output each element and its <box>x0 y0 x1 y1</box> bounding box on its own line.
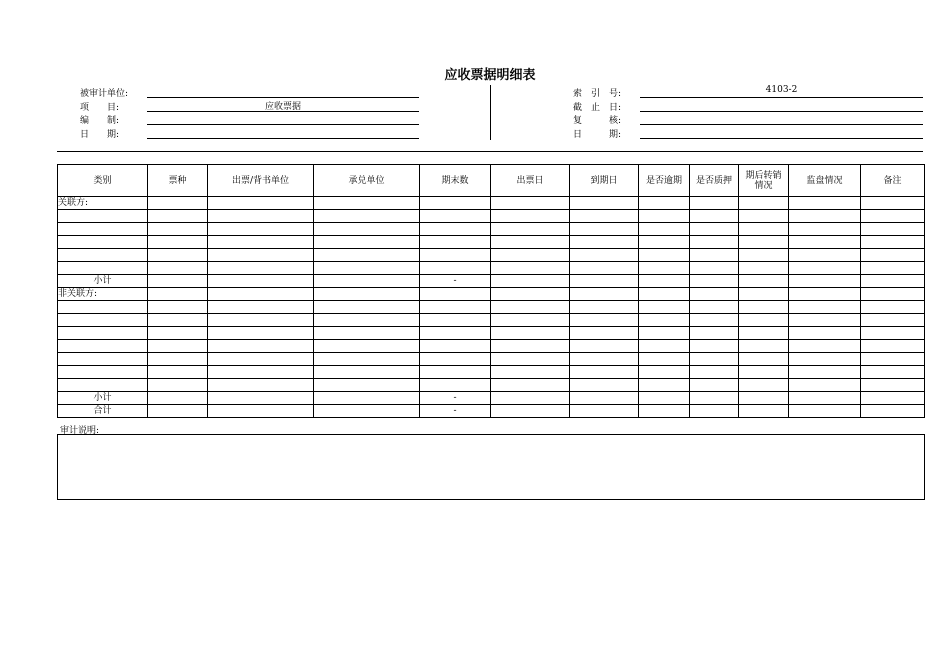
table-cell[interactable] <box>861 288 925 301</box>
table-cell[interactable] <box>58 210 148 223</box>
table-cell[interactable] <box>58 262 148 275</box>
table-cell[interactable] <box>861 379 925 392</box>
prepared-by-label: 编 制: <box>80 116 120 126</box>
table-cell[interactable] <box>148 275 208 288</box>
table-header-row <box>58 165 925 197</box>
table-cell[interactable] <box>739 288 789 301</box>
table-cell[interactable] <box>789 236 861 249</box>
table-row <box>58 236 925 249</box>
table-cell[interactable] <box>861 275 925 288</box>
table-cell[interactable] <box>491 405 570 418</box>
col-header-subsequent: 期后转销情况 <box>739 165 789 197</box>
table-cell[interactable] <box>314 392 420 405</box>
table-cell[interactable] <box>570 262 639 275</box>
table-cell[interactable] <box>690 379 739 392</box>
table-cell[interactable] <box>314 340 420 353</box>
table-cell[interactable] <box>570 223 639 236</box>
table-cell[interactable] <box>789 288 861 301</box>
table-cell[interactable] <box>208 197 314 210</box>
table-body <box>58 197 925 418</box>
table-cell[interactable] <box>208 275 314 288</box>
table-cell[interactable] <box>690 353 739 366</box>
table-cell[interactable] <box>314 249 420 262</box>
table-cell[interactable] <box>208 210 314 223</box>
item-value: 应收票据 <box>264 102 301 112</box>
table-cell[interactable] <box>314 353 420 366</box>
table-cell[interactable] <box>420 314 491 327</box>
table-cell[interactable] <box>639 327 690 340</box>
table-cell[interactable] <box>690 275 739 288</box>
col-header-remarks: 备注 <box>861 165 925 197</box>
table-cell[interactable] <box>570 314 639 327</box>
table-cell[interactable] <box>789 301 861 314</box>
table-cell[interactable] <box>491 236 570 249</box>
table-cell[interactable] <box>208 301 314 314</box>
table-cell[interactable] <box>639 314 690 327</box>
table-cell[interactable] <box>690 249 739 262</box>
table-cell[interactable] <box>861 392 925 405</box>
table-row <box>58 249 925 262</box>
table-cell[interactable] <box>639 366 690 379</box>
table-row <box>58 340 925 353</box>
table-cell[interactable] <box>570 210 639 223</box>
table-cell[interactable] <box>739 405 789 418</box>
audit-notes-box[interactable] <box>57 434 925 500</box>
table-cell[interactable] <box>491 249 570 262</box>
table-cell[interactable] <box>861 353 925 366</box>
table-row <box>58 327 925 340</box>
table-cell[interactable] <box>861 327 925 340</box>
table-cell[interactable] <box>570 366 639 379</box>
table-cell[interactable] <box>690 288 739 301</box>
table-cell[interactable] <box>690 197 739 210</box>
table-cell[interactable] <box>58 236 148 249</box>
table-cell[interactable] <box>491 392 570 405</box>
table-cell[interactable] <box>491 379 570 392</box>
table-cell[interactable] <box>570 197 639 210</box>
table-cell[interactable] <box>58 340 148 353</box>
table-cell[interactable] <box>739 262 789 275</box>
cutoff-date-field[interactable] <box>640 111 923 112</box>
table-cell[interactable] <box>491 197 570 210</box>
cutoff-date-label: 截 止 日: <box>573 103 622 113</box>
table-cell[interactable] <box>789 379 861 392</box>
table-cell[interactable] <box>491 275 570 288</box>
table-cell[interactable] <box>420 379 491 392</box>
table-cell[interactable] <box>739 379 789 392</box>
section-related-row <box>58 197 925 210</box>
table-cell[interactable] <box>314 236 420 249</box>
table-cell[interactable] <box>420 223 491 236</box>
table-cell[interactable] <box>58 379 148 392</box>
item-field[interactable] <box>147 111 419 112</box>
reviewer-field[interactable] <box>640 124 923 125</box>
table-cell[interactable] <box>789 262 861 275</box>
table-cell[interactable] <box>314 223 420 236</box>
total-label: 合计 <box>58 405 148 418</box>
table-cell[interactable] <box>314 314 420 327</box>
table-cell[interactable] <box>739 223 789 236</box>
table-row <box>58 223 925 236</box>
table-cell[interactable] <box>739 392 789 405</box>
table-cell[interactable] <box>639 249 690 262</box>
table-cell[interactable] <box>420 340 491 353</box>
table-cell[interactable] <box>420 197 491 210</box>
review-date-field[interactable] <box>640 138 923 139</box>
audit-notes-label: 审计说明: <box>60 426 100 436</box>
table-cell[interactable] <box>58 314 148 327</box>
table-cell[interactable] <box>314 366 420 379</box>
table-cell[interactable] <box>148 327 208 340</box>
table-cell[interactable] <box>789 223 861 236</box>
table-cell[interactable] <box>861 405 925 418</box>
col-header-acceptor: 承兑单位 <box>314 165 420 197</box>
review-date-label: 日 期: <box>573 130 622 140</box>
col-header-inspection: 监盘情况 <box>789 165 861 197</box>
table-cell[interactable] <box>148 340 208 353</box>
table-cell[interactable] <box>491 288 570 301</box>
table-cell[interactable] <box>739 249 789 262</box>
table-cell[interactable] <box>208 353 314 366</box>
table-cell[interactable] <box>861 262 925 275</box>
table-cell[interactable] <box>420 301 491 314</box>
index-no-field[interactable] <box>640 97 923 98</box>
table-cell[interactable] <box>739 210 789 223</box>
table-cell[interactable] <box>570 405 639 418</box>
table-cell[interactable] <box>148 366 208 379</box>
table-cell[interactable] <box>739 314 789 327</box>
table-cell[interactable] <box>690 366 739 379</box>
table-cell[interactable] <box>639 288 690 301</box>
col-header-due-date: 到期日 <box>570 165 639 197</box>
table-cell[interactable] <box>208 236 314 249</box>
table-cell[interactable] <box>148 262 208 275</box>
table-cell[interactable] <box>639 262 690 275</box>
ending-balance-sum: - <box>420 392 491 405</box>
table-cell[interactable] <box>208 262 314 275</box>
table-cell[interactable] <box>789 275 861 288</box>
table-cell[interactable] <box>58 249 148 262</box>
table-cell[interactable] <box>491 353 570 366</box>
table-cell[interactable] <box>491 327 570 340</box>
table-cell[interactable] <box>690 392 739 405</box>
section-label: 关联方: <box>58 197 148 210</box>
table-row <box>58 366 925 379</box>
col-header-category: 类别 <box>58 165 148 197</box>
table-cell[interactable] <box>739 366 789 379</box>
subtotal-nonrelated-row <box>58 392 925 405</box>
table-cell[interactable] <box>314 197 420 210</box>
table-cell[interactable] <box>58 353 148 366</box>
table-cell[interactable] <box>208 392 314 405</box>
table-cell[interactable] <box>861 236 925 249</box>
table-cell[interactable] <box>420 236 491 249</box>
table-cell[interactable] <box>570 275 639 288</box>
prepared-by-field[interactable] <box>147 124 419 125</box>
ending-balance-sum: - <box>420 405 491 418</box>
table-cell[interactable] <box>639 353 690 366</box>
table-cell[interactable] <box>148 223 208 236</box>
table-cell[interactable] <box>420 210 491 223</box>
table-row <box>58 262 925 275</box>
table-row <box>58 210 925 223</box>
detail-table <box>57 164 925 418</box>
table-cell[interactable] <box>208 249 314 262</box>
table-cell[interactable] <box>570 340 639 353</box>
table-cell[interactable] <box>861 314 925 327</box>
table-cell[interactable] <box>690 405 739 418</box>
table-cell[interactable] <box>639 340 690 353</box>
table-cell[interactable] <box>639 223 690 236</box>
table-cell[interactable] <box>739 236 789 249</box>
grand-total-row <box>58 405 925 418</box>
table-cell[interactable] <box>690 223 739 236</box>
reviewer-label: 复 核: <box>573 116 622 126</box>
table-cell[interactable] <box>58 223 148 236</box>
table-cell[interactable] <box>314 262 420 275</box>
index-no-value: 4103-2 <box>765 85 798 95</box>
table-cell[interactable] <box>314 210 420 223</box>
table-cell[interactable] <box>314 275 420 288</box>
table-cell[interactable] <box>690 327 739 340</box>
col-header-ending-balance: 期末数 <box>420 165 491 197</box>
table-cell[interactable] <box>789 392 861 405</box>
table-cell[interactable] <box>420 327 491 340</box>
prepared-date-field[interactable] <box>147 138 419 139</box>
table-cell[interactable] <box>789 405 861 418</box>
table-cell[interactable] <box>570 392 639 405</box>
table-cell[interactable] <box>789 314 861 327</box>
table-cell[interactable] <box>639 379 690 392</box>
table-cell[interactable] <box>789 366 861 379</box>
table-cell[interactable] <box>314 379 420 392</box>
table-cell[interactable] <box>491 210 570 223</box>
table-cell[interactable] <box>690 262 739 275</box>
col-header-issue-date: 出票日 <box>491 165 570 197</box>
table-row <box>58 353 925 366</box>
table-cell[interactable] <box>570 249 639 262</box>
table-cell[interactable] <box>208 366 314 379</box>
table-cell[interactable] <box>789 327 861 340</box>
table-cell[interactable] <box>861 210 925 223</box>
col-header-drawer: 出票/背书单位 <box>208 165 314 197</box>
table-cell[interactable] <box>690 314 739 327</box>
table-cell[interactable] <box>789 249 861 262</box>
table-cell[interactable] <box>690 210 739 223</box>
table-cell[interactable] <box>148 301 208 314</box>
audited-unit-label: 被审计单位: <box>80 89 129 99</box>
table-cell[interactable] <box>639 301 690 314</box>
total-label: 小计 <box>58 275 148 288</box>
table-cell[interactable] <box>420 353 491 366</box>
table-cell[interactable] <box>491 301 570 314</box>
table-cell[interactable] <box>570 301 639 314</box>
table-cell[interactable] <box>148 249 208 262</box>
table-cell[interactable] <box>314 405 420 418</box>
table-row <box>58 301 925 314</box>
table-cell[interactable] <box>148 353 208 366</box>
table-cell[interactable] <box>208 223 314 236</box>
table-cell[interactable] <box>491 223 570 236</box>
index-no-label: 索 引 号: <box>573 89 622 99</box>
table-cell[interactable] <box>420 366 491 379</box>
table-row <box>58 314 925 327</box>
col-header-bill-type: 票种 <box>148 165 208 197</box>
table-cell[interactable] <box>58 327 148 340</box>
table-cell[interactable] <box>491 262 570 275</box>
table-cell[interactable] <box>208 327 314 340</box>
table-cell[interactable] <box>420 288 491 301</box>
table-cell[interactable] <box>148 288 208 301</box>
prepared-date-label: 日 期: <box>80 130 120 140</box>
table-cell[interactable] <box>639 405 690 418</box>
table-cell[interactable] <box>739 340 789 353</box>
table-cell[interactable] <box>314 288 420 301</box>
col-header-pledged: 是否质押 <box>690 165 739 197</box>
header-divider <box>490 85 491 140</box>
table-cell[interactable] <box>739 301 789 314</box>
table-cell[interactable] <box>314 301 420 314</box>
table-cell[interactable] <box>208 405 314 418</box>
table-cell[interactable] <box>690 236 739 249</box>
header-separator <box>57 151 923 152</box>
table-cell[interactable] <box>639 275 690 288</box>
table-cell[interactable] <box>58 366 148 379</box>
table-cell[interactable] <box>639 197 690 210</box>
table-cell[interactable] <box>570 353 639 366</box>
table-row <box>58 379 925 392</box>
table-cell[interactable] <box>739 275 789 288</box>
table-cell[interactable] <box>148 314 208 327</box>
table-cell[interactable] <box>861 249 925 262</box>
table-cell[interactable] <box>861 340 925 353</box>
subtotal-related-row <box>58 275 925 288</box>
table-cell[interactable] <box>58 301 148 314</box>
table-cell[interactable] <box>789 340 861 353</box>
table-cell[interactable] <box>570 236 639 249</box>
table-cell[interactable] <box>861 223 925 236</box>
table-cell[interactable] <box>690 340 739 353</box>
table-cell[interactable] <box>789 210 861 223</box>
table-cell[interactable] <box>861 366 925 379</box>
table-cell[interactable] <box>148 379 208 392</box>
table-cell[interactable] <box>491 314 570 327</box>
table-cell[interactable] <box>739 353 789 366</box>
table-cell[interactable] <box>639 210 690 223</box>
table-cell[interactable] <box>148 210 208 223</box>
table-cell[interactable] <box>148 405 208 418</box>
table-cell[interactable] <box>148 392 208 405</box>
section-nonrelated-row <box>58 288 925 301</box>
item-label: 项 目: <box>80 103 120 113</box>
table-cell[interactable] <box>148 236 208 249</box>
table-cell[interactable] <box>739 197 789 210</box>
table-cell[interactable] <box>639 236 690 249</box>
table-cell[interactable] <box>420 262 491 275</box>
table-cell[interactable] <box>208 379 314 392</box>
table-cell[interactable] <box>314 327 420 340</box>
table-cell[interactable] <box>639 392 690 405</box>
table-cell[interactable] <box>491 340 570 353</box>
table-cell[interactable] <box>208 288 314 301</box>
audited-unit-field[interactable] <box>147 97 419 98</box>
table-cell[interactable] <box>570 327 639 340</box>
ending-balance-sum: - <box>420 275 491 288</box>
table-cell[interactable] <box>861 301 925 314</box>
table-cell[interactable] <box>208 340 314 353</box>
table-cell[interactable] <box>570 379 639 392</box>
table-cell[interactable] <box>739 327 789 340</box>
table-cell[interactable] <box>148 197 208 210</box>
table-cell[interactable] <box>491 366 570 379</box>
section-label: 非关联方: <box>58 288 148 301</box>
total-label: 小计 <box>58 392 148 405</box>
table-cell[interactable] <box>789 197 861 210</box>
table-cell[interactable] <box>861 197 925 210</box>
page-title: 应收票据明细表 <box>444 68 536 83</box>
table-cell[interactable] <box>420 249 491 262</box>
table-cell[interactable] <box>789 353 861 366</box>
table-cell[interactable] <box>208 314 314 327</box>
col-header-overdue: 是否逾期 <box>639 165 690 197</box>
table-cell[interactable] <box>690 301 739 314</box>
table-cell[interactable] <box>570 288 639 301</box>
